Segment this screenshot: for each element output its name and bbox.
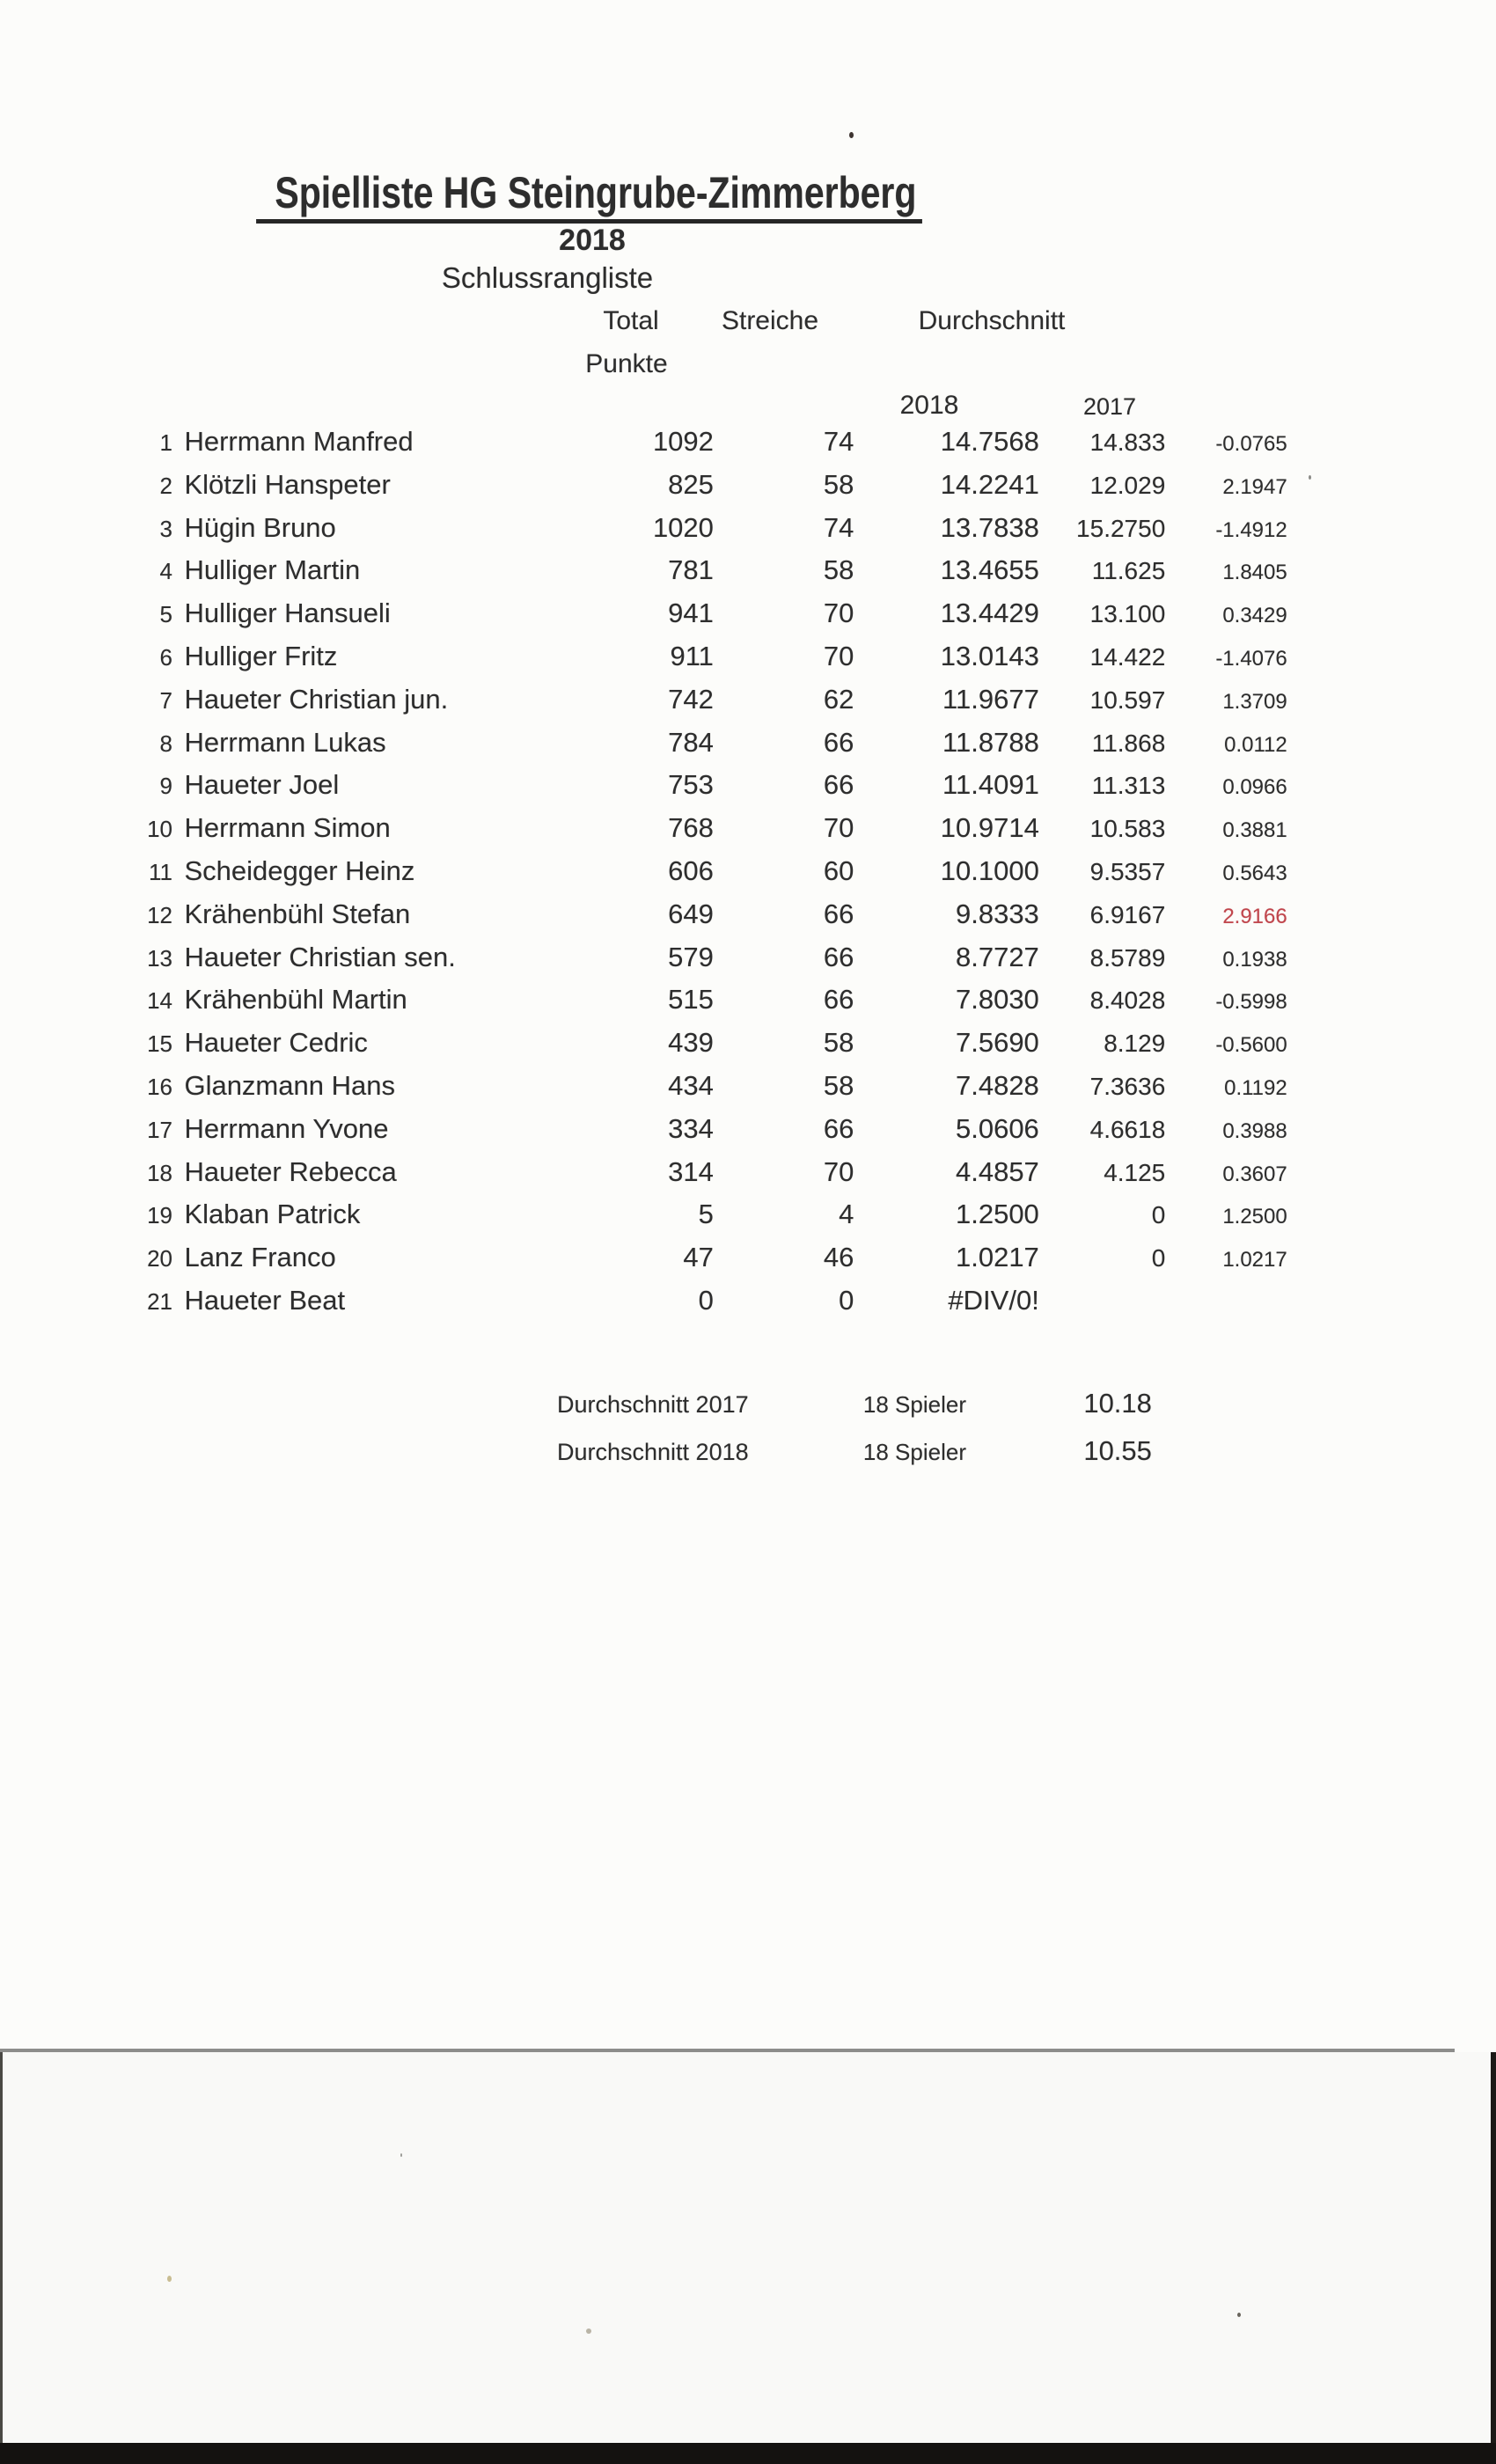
player-avg-2018: 7.5690 xyxy=(955,1027,1039,1059)
player-row xyxy=(0,1022,1496,1065)
player-diff: 1.8405 xyxy=(1222,561,1287,585)
player-total-punkte: 649 xyxy=(668,898,714,929)
player-name: Haueter Christian sen. xyxy=(184,941,456,972)
player-streiche: 74 xyxy=(823,511,854,543)
player-streiche: 66 xyxy=(823,1112,854,1144)
scan-speck xyxy=(167,2276,172,2282)
player-diff: -0.5998 xyxy=(1215,990,1287,1015)
ranking-table xyxy=(0,421,1496,1323)
player-avg-2018: 10.9714 xyxy=(940,812,1039,844)
player-row xyxy=(0,1280,1496,1323)
player-diff: -0.0765 xyxy=(1215,432,1287,456)
player-row xyxy=(0,549,1496,592)
player-rank: 19 xyxy=(147,1202,172,1229)
player-total-punkte: 825 xyxy=(668,468,714,500)
player-diff: 0.3881 xyxy=(1222,818,1287,843)
player-row xyxy=(0,592,1496,635)
player-rank: 6 xyxy=(159,643,172,671)
player-diff: 0.1192 xyxy=(1224,1075,1287,1100)
summary-average: 10.18 xyxy=(1083,1388,1152,1419)
scan-divider-line xyxy=(0,2049,1455,2052)
summary-row xyxy=(0,1380,1496,1427)
summary-player-count: 18 Spieler xyxy=(862,1391,966,1418)
scan-left-edge xyxy=(0,2052,3,2444)
player-total-punkte: 314 xyxy=(668,1155,714,1187)
player-avg-2017: 11.313 xyxy=(1091,772,1166,800)
player-avg-2018: 7.8030 xyxy=(955,984,1039,1016)
player-name: Haueter Christian jun. xyxy=(184,683,449,715)
player-total-punkte: 742 xyxy=(668,683,714,715)
player-name: Klaban Patrick xyxy=(184,1199,361,1230)
player-total-punkte: 0 xyxy=(698,1284,714,1316)
player-name: Haueter Rebecca xyxy=(184,1155,397,1187)
player-avg-2017: 7.3636 xyxy=(1089,1072,1166,1100)
player-rank: 14 xyxy=(147,987,172,1015)
player-rank: 4 xyxy=(159,558,172,585)
scan-bottom-strip xyxy=(0,2443,1496,2464)
player-avg-2018: 1.0217 xyxy=(955,1242,1039,1273)
player-rank: 18 xyxy=(147,1159,172,1186)
player-name: Krähenbühl Martin xyxy=(184,984,407,1016)
col-header-total: Total xyxy=(603,306,659,335)
player-avg-2017: 8.5789 xyxy=(1089,943,1166,972)
player-avg-2018: 5.0606 xyxy=(955,1112,1039,1144)
col-header-punkte: Punkte xyxy=(585,349,668,378)
player-row xyxy=(0,1236,1496,1280)
player-name: Haueter Joel xyxy=(184,769,340,801)
player-avg-2017: 8.4028 xyxy=(1089,986,1166,1015)
player-row xyxy=(0,807,1496,850)
player-streiche: 4 xyxy=(839,1199,854,1230)
player-avg-2017: 14.422 xyxy=(1089,642,1166,671)
player-row xyxy=(0,1151,1496,1194)
player-total-punkte: 334 xyxy=(668,1112,714,1144)
scan-speck xyxy=(400,2153,402,2157)
player-diff: 1.3709 xyxy=(1222,689,1287,714)
player-avg-2017: 0 xyxy=(1151,1201,1166,1229)
player-total-punkte: 781 xyxy=(668,554,714,586)
player-name: Herrmann Yvone xyxy=(184,1112,389,1144)
player-rank: 11 xyxy=(149,858,172,885)
player-diff: 1.0217 xyxy=(1222,1248,1287,1272)
player-avg-2017: 14.833 xyxy=(1089,429,1166,456)
player-avg-2017: 12.029 xyxy=(1089,471,1166,499)
player-row xyxy=(0,936,1496,979)
player-rank: 2 xyxy=(159,472,172,499)
page-title: Spielliste HG Steingrube-Zimmerberg xyxy=(257,169,923,224)
player-name: Krähenbühl Stefan xyxy=(184,898,411,929)
player-row xyxy=(0,979,1496,1022)
player-row xyxy=(0,421,1496,464)
player-name: Scheidegger Heinz xyxy=(184,854,415,886)
player-streiche: 58 xyxy=(823,1069,854,1101)
player-diff: 0.3429 xyxy=(1222,604,1287,628)
player-name: Hulliger Martin xyxy=(184,554,361,586)
player-row xyxy=(0,893,1496,936)
player-name: Klötzli Hanspeter xyxy=(184,468,391,500)
col-header-year-2017: 2017 xyxy=(1082,393,1137,420)
player-streiche: 0 xyxy=(839,1284,854,1316)
player-avg-2018: 11.9677 xyxy=(942,683,1039,715)
player-streiche: 62 xyxy=(823,683,854,715)
player-total-punkte: 434 xyxy=(668,1069,714,1101)
summary-row xyxy=(0,1427,1496,1475)
player-row xyxy=(0,1108,1496,1151)
player-rank: 7 xyxy=(159,686,172,714)
player-name: Haueter Cedric xyxy=(184,1027,368,1059)
player-row xyxy=(0,1193,1496,1236)
player-streiche: 74 xyxy=(823,426,854,457)
player-streiche: 66 xyxy=(823,769,854,801)
player-total-punkte: 1092 xyxy=(652,426,714,457)
player-diff: -1.4912 xyxy=(1215,517,1287,542)
scan-speck xyxy=(1237,2313,1241,2317)
player-avg-2017: 10.583 xyxy=(1089,815,1166,843)
player-diff: 2.1947 xyxy=(1222,474,1287,499)
player-rank: 17 xyxy=(147,1116,172,1143)
player-name: Glanzmann Hans xyxy=(184,1069,395,1101)
player-rank: 12 xyxy=(147,901,172,928)
player-name: Hulliger Hansueli xyxy=(184,598,391,629)
player-avg-2018: 4.4857 xyxy=(955,1155,1039,1187)
player-name: Herrmann Manfred xyxy=(184,426,414,457)
player-rank: 10 xyxy=(147,816,172,843)
player-avg-2018: 9.8333 xyxy=(955,898,1039,929)
player-diff: 2.9166 xyxy=(1222,904,1287,928)
player-streiche: 58 xyxy=(823,1027,854,1059)
player-total-punkte: 784 xyxy=(668,726,714,758)
player-rank: 13 xyxy=(147,944,172,972)
player-total-punkte: 47 xyxy=(683,1242,714,1273)
player-diff: 0.5643 xyxy=(1222,861,1287,885)
player-streiche: 70 xyxy=(823,1155,854,1187)
scan-right-edge xyxy=(1491,2052,1496,2444)
player-avg-2018: 11.8788 xyxy=(942,726,1039,758)
scan-lower-area xyxy=(0,2052,1496,2443)
player-total-punkte: 768 xyxy=(668,812,714,844)
player-avg-2018: 14.7568 xyxy=(940,426,1039,457)
player-rank: 21 xyxy=(147,1287,172,1315)
player-row xyxy=(0,1065,1496,1108)
player-name: Herrmann Simon xyxy=(184,812,391,844)
player-avg-2017: 8.129 xyxy=(1104,1030,1166,1058)
player-total-punkte: 579 xyxy=(668,941,714,972)
subtitle: Schlussrangliste xyxy=(441,261,654,294)
summary-label: Durchschnitt 2017 xyxy=(557,1391,749,1418)
player-name: Hügin Bruno xyxy=(184,511,336,543)
scan-speck xyxy=(849,132,854,138)
player-avg-2018: 13.7838 xyxy=(940,511,1039,543)
player-streiche: 70 xyxy=(823,812,854,844)
player-rank: 8 xyxy=(159,730,172,757)
scan-speck xyxy=(1309,475,1311,480)
player-rank: 3 xyxy=(159,515,172,542)
player-rank: 5 xyxy=(159,601,172,628)
player-diff: 0.3607 xyxy=(1222,1162,1287,1186)
player-total-punkte: 1020 xyxy=(652,511,714,543)
summary-player-count: 18 Spieler xyxy=(862,1439,966,1465)
player-diff: 0.1938 xyxy=(1222,947,1287,972)
player-streiche: 70 xyxy=(823,640,854,671)
year-heading: 2018 xyxy=(559,224,626,257)
player-avg-2017: 4.125 xyxy=(1104,1158,1166,1186)
player-streiche: 66 xyxy=(823,941,854,972)
player-diff: 1.2500 xyxy=(1222,1205,1287,1229)
player-avg-2017: 0 xyxy=(1151,1244,1166,1272)
player-streiche: 60 xyxy=(823,854,854,886)
player-total-punkte: 606 xyxy=(668,854,714,886)
col-header-durchschnitt: Durchschnitt xyxy=(918,306,1066,335)
player-streiche: 66 xyxy=(823,984,854,1016)
player-name: Lanz Franco xyxy=(184,1242,336,1273)
player-avg-2017: 10.597 xyxy=(1089,686,1166,714)
player-avg-2018: 14.2241 xyxy=(940,468,1039,500)
player-row xyxy=(0,764,1496,807)
player-row xyxy=(0,507,1496,550)
player-rank: 16 xyxy=(147,1073,172,1100)
player-total-punkte: 5 xyxy=(698,1199,714,1230)
player-streiche: 46 xyxy=(823,1242,854,1273)
col-header-streiche: Streiche xyxy=(721,306,819,335)
player-diff: 0.0112 xyxy=(1224,732,1287,757)
player-avg-2017: 13.100 xyxy=(1089,600,1166,628)
player-avg-2018: 13.4655 xyxy=(940,554,1039,586)
player-total-punkte: 439 xyxy=(668,1027,714,1059)
player-streiche: 58 xyxy=(823,554,854,586)
summary-average: 10.55 xyxy=(1083,1435,1152,1466)
player-name: Hulliger Fritz xyxy=(184,640,338,671)
player-row xyxy=(0,464,1496,507)
player-avg-2018: 13.0143 xyxy=(940,640,1039,671)
summary-section xyxy=(0,1380,1496,1475)
player-avg-2018: 13.4429 xyxy=(940,598,1039,629)
player-row xyxy=(0,850,1496,893)
player-avg-2018: 1.2500 xyxy=(955,1199,1039,1230)
player-row xyxy=(0,678,1496,722)
player-row xyxy=(0,722,1496,765)
player-avg-2017: 4.6618 xyxy=(1089,1115,1166,1143)
player-streiche: 70 xyxy=(823,598,854,629)
player-avg-2018: 11.4091 xyxy=(942,769,1039,801)
player-rank: 1 xyxy=(159,429,172,456)
player-rank: 9 xyxy=(159,773,172,800)
player-avg-2018: 10.1000 xyxy=(940,854,1039,886)
player-avg-2017: 15.2750 xyxy=(1076,514,1166,542)
player-avg-2018: #DIV/0! xyxy=(948,1284,1039,1316)
player-streiche: 66 xyxy=(823,726,854,758)
player-rank: 15 xyxy=(147,1030,172,1058)
player-total-punkte: 911 xyxy=(670,640,714,671)
player-streiche: 58 xyxy=(823,468,854,500)
player-total-punkte: 515 xyxy=(668,984,714,1016)
player-avg-2017: 11.625 xyxy=(1091,557,1166,585)
player-avg-2018: 8.7727 xyxy=(955,941,1039,972)
scan-speck xyxy=(586,2328,591,2334)
player-avg-2017: 9.5357 xyxy=(1089,857,1166,885)
player-name: Herrmann Lukas xyxy=(184,726,386,758)
player-avg-2017: 11.868 xyxy=(1091,729,1166,757)
player-total-punkte: 941 xyxy=(668,598,714,629)
player-row xyxy=(0,635,1496,678)
player-rank: 20 xyxy=(147,1245,172,1272)
player-streiche: 66 xyxy=(823,898,854,929)
player-diff: -1.4076 xyxy=(1215,646,1287,671)
player-diff: -0.5600 xyxy=(1215,1033,1287,1058)
player-diff: 0.3988 xyxy=(1222,1118,1287,1143)
player-total-punkte: 753 xyxy=(668,769,714,801)
player-avg-2017: 6.9167 xyxy=(1089,900,1166,928)
player-diff: 0.0966 xyxy=(1222,775,1287,800)
col-header-year-2018: 2018 xyxy=(899,391,959,420)
summary-label: Durchschnitt 2018 xyxy=(557,1439,749,1465)
player-name: Haueter Beat xyxy=(184,1284,346,1316)
player-avg-2018: 7.4828 xyxy=(955,1069,1039,1101)
